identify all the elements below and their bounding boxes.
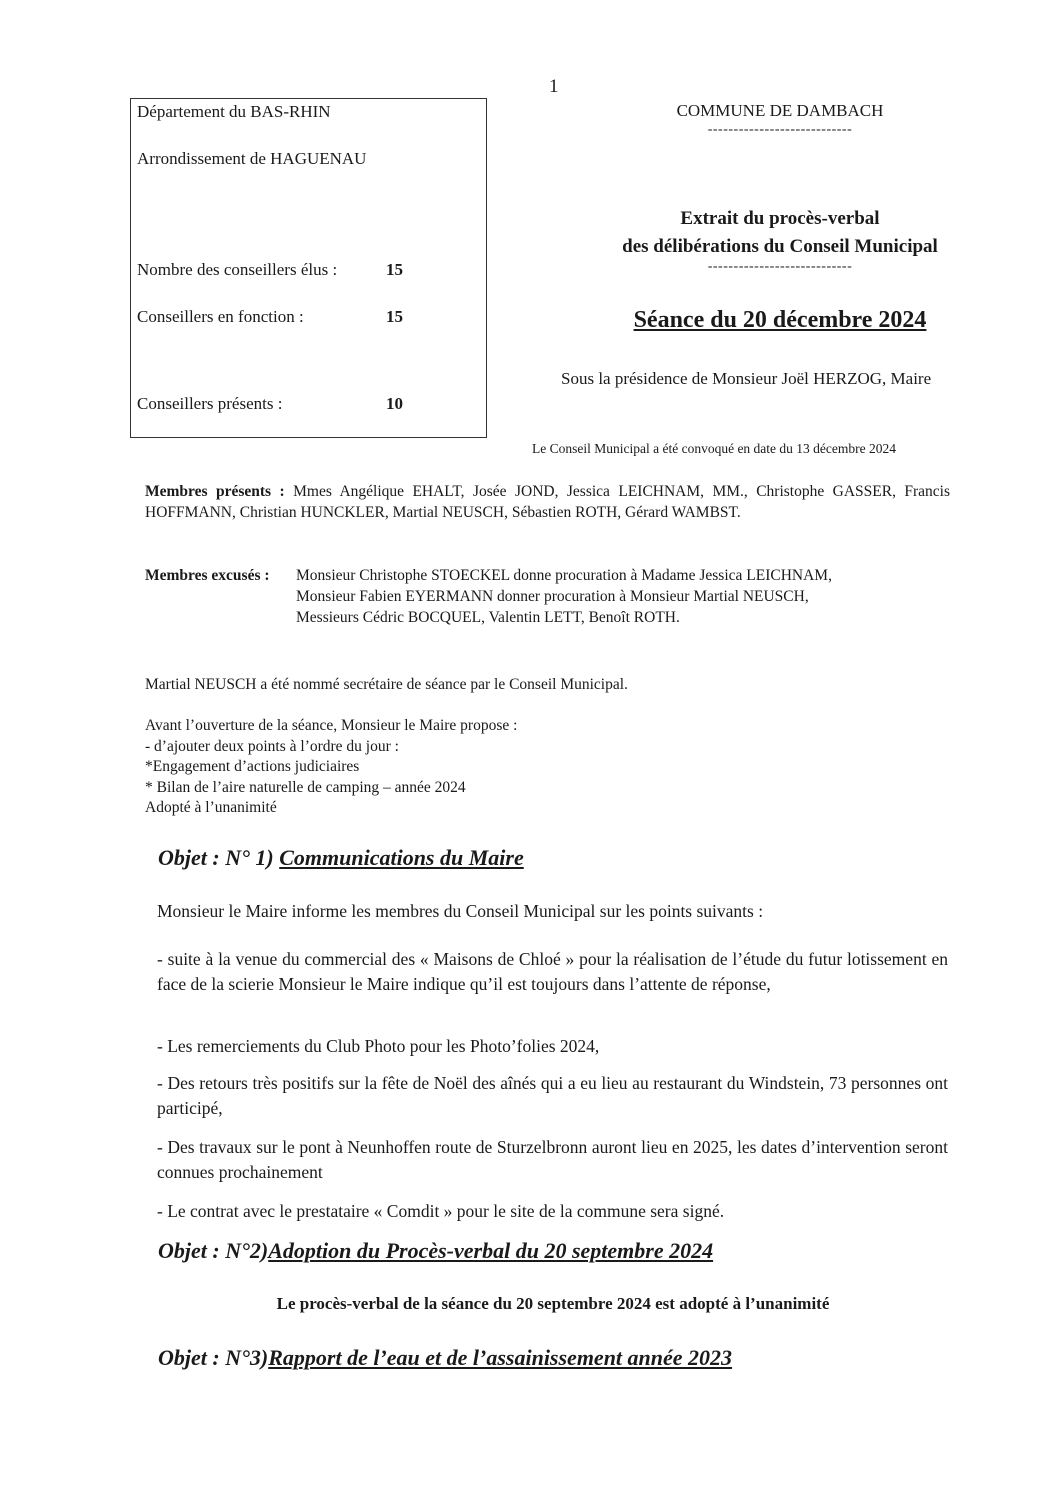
objet-1-heading [158,845,524,871]
objet-2-heading [158,1238,713,1264]
objet-1-point: - suite à la venue du commercial des « Maisons de Chloé » pour la réalisation de l’étude du futur lotissement en face de la scierie Monsieur le Maire indique qu’il est toujours dans l’attente de réponse, [157,949,948,994]
departement-label: Département du BAS-RHIN [137,102,331,121]
ouverture-line: - d’ajouter deux points à l’ordre du jour : [145,737,399,755]
commune-title: COMMUNE DE DAMBACH [676,101,884,120]
ouverture-line: * Bilan de l’aire naturelle de camping – année 2024 [145,778,466,796]
conseillers-presents-label: Conseillers présents : [137,394,283,413]
membres-presents [145,481,950,523]
administrative-box [130,98,487,438]
objet-1-prefix: Objet : N° 1) [158,845,274,870]
objet-2-prefix: Objet : N°2) [158,1238,269,1263]
seance-date: Séance du 20 décembre 2024 [633,307,927,333]
membres-presents-label: Membres présents : [145,483,285,500]
objet-1-point: - Des travaux sur le pont à Neunhoffen route de Sturzelbronn auront lieu en 2025, les dates d’intervention seront connues prochainement [157,1137,948,1182]
arrondissement-label: Arrondissement de HAGUENAU [137,149,367,168]
conseillers-fonction-label: Conseillers en fonction : [137,307,304,326]
extrait-title [520,205,1040,261]
secretaire-line: Martial NEUSCH a été nommé secrétaire de séance par le Conseil Municipal. [145,676,628,693]
extrait-line-1: Extrait du procès-verbal [680,208,880,229]
ouverture-line: Adopté à l’unanimité [145,799,277,816]
membres-excuses-line-1: Monsieur Christophe STOECKEL donne procuration à Madame Jessica LEICHNAM, [296,567,832,584]
presidence-line: Sous la présidence de Monsieur Joël HERZOG, Maire [561,369,932,388]
separator-line: ---------------------------- [707,122,853,137]
ouverture-line: *Engagement d’actions judiciaires [145,758,360,775]
conseillers-presents-value: 10 [386,394,403,413]
objet-1-point: - Le contrat avec le prestataire « Comdit » pour le site de la commune sera signé. [157,1201,725,1221]
objet-2-title: Adoption du Procès-verbal du 20 septembre 2024 [268,1238,714,1263]
membres-excuses-line-3: Messieurs Cédric BOCQUEL, Valentin LETT, Benoît ROTH. [296,609,680,626]
conseillers-elus-value: 15 [386,260,403,279]
page-number: 1 [549,76,559,97]
ouverture-block [145,716,517,819]
objet-3-title: Rapport de l’eau et de l’assainissement année 2023 [268,1345,733,1370]
extrait-line-2: des délibérations du Conseil Municipal [622,236,938,257]
objet-1-point: - Des retours très positifs sur la fête de Noël des aînés qui a eu lieu au restaurant du Windstein, 73 personnes ont participé, [157,1073,948,1118]
objet-3-heading [158,1345,732,1371]
objet-2-text: Le procès-verbal de la séance du 20 septembre 2024 est adopté à l’unanimité [276,1294,830,1313]
conseillers-fonction-value: 15 [386,307,403,326]
membres-excuses-label: Membres excusés : [145,567,270,584]
separator-line-2: ---------------------------- [707,259,853,274]
membres-presents-text: Mmes Angélique EHALT, Josée JOND, Jessica LEICHNAM, MM., Christophe GASSER, Francis HOFFMANN, Christian HUNCKLER, Martial NEUSCH, Sébastien ROTH, Gérard WAMBST. [145,483,951,521]
membres-excuses-line-2: Monsieur Fabien EYERMANN donner procuration à Monsieur Martial NEUSCH, [296,588,809,605]
convocation-line: Le Conseil Municipal a été convoqué en date du 13 décembre 2024 [532,441,897,456]
objet-1-intro: Monsieur le Maire informe les membres du Conseil Municipal sur les points suivants : [157,901,764,921]
objet-1-title: Communications du Maire [279,845,524,870]
objet-3-prefix: Objet : N°3) [158,1345,269,1370]
objet-1-point: - Les remerciements du Club Photo pour les Photo’folies 2024, [157,1036,600,1056]
conseillers-elus-label: Nombre des conseillers élus : [137,260,338,279]
ouverture-line: Avant l’ouverture de la séance, Monsieur le Maire propose : [145,717,518,734]
